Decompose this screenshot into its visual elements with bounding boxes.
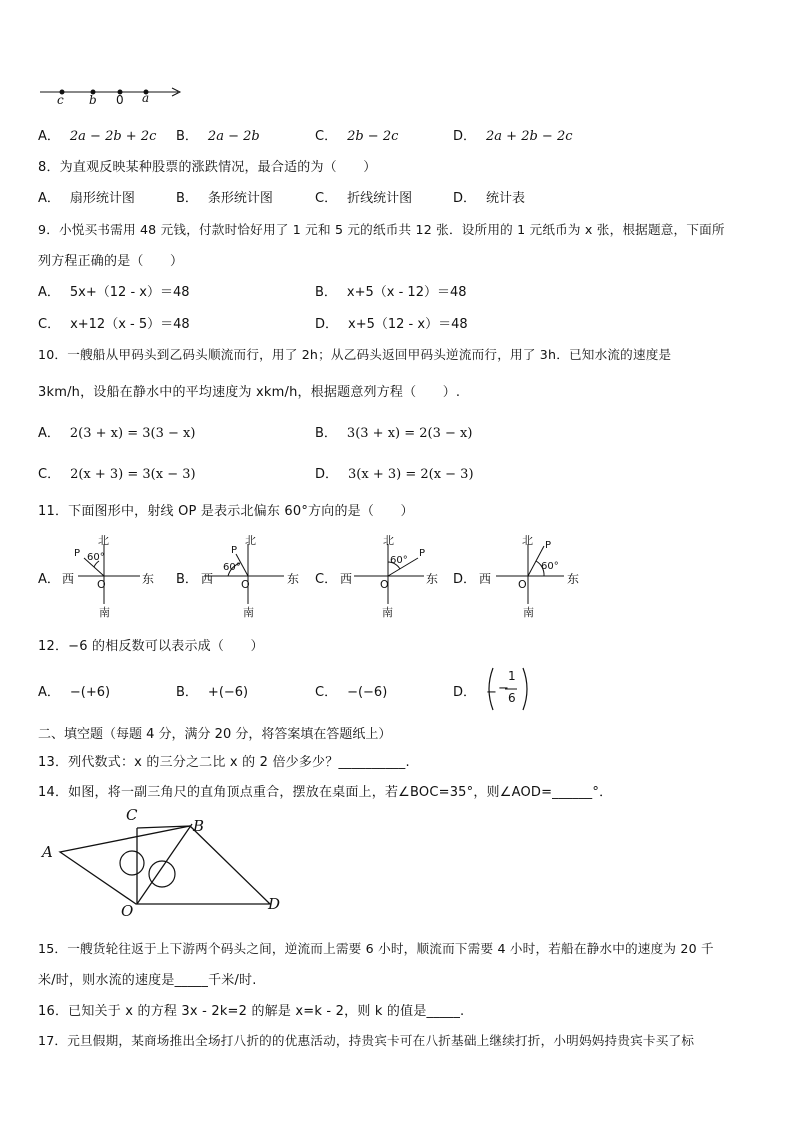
q11-a-east: 东: [142, 572, 155, 586]
q12-d-frac-sign: −: [498, 681, 509, 696]
q12-option-b[interactable]: B． +(−6): [176, 685, 249, 700]
q14-label-o: O: [121, 902, 134, 920]
q7-option-d[interactable]: D． 2a + 2b − 2c: [453, 129, 573, 144]
q11-option-a[interactable]: A．: [38, 572, 60, 587]
q11-d-west: 西: [479, 572, 492, 586]
q11-c-point: P: [419, 548, 426, 559]
q11-c-north: 北: [383, 534, 394, 547]
q8-stem: 8．为直观反映某种股票的涨跌情况，最合适的为（ ）: [38, 160, 377, 175]
q11-b-west: 西: [201, 572, 214, 586]
q7-option-c[interactable]: C． 2b − 2c: [315, 129, 399, 144]
q14-label-b: B: [193, 817, 205, 835]
q11-d-point: P: [545, 540, 552, 551]
q11-d-south: 南: [523, 606, 534, 619]
q12-option-a[interactable]: A． −(+6): [38, 685, 111, 700]
q14-text: 14．如图，将一副三角尺的直角顶点重合，摆放在桌面上，若∠BOC=35°，则∠AOD=______°．: [38, 785, 613, 800]
q10-option-d[interactable]: D． 3(x + 3) = 2(x − 3): [315, 467, 474, 482]
q14-label-c: C: [126, 806, 138, 824]
q12-option-d[interactable]: D． −: [453, 685, 497, 700]
q15-line2: 米/时，则水流的速度是_____千米/时.: [38, 973, 257, 988]
q11-option-b[interactable]: B．: [176, 572, 198, 587]
q11-d-east: 东: [567, 572, 580, 586]
q11-b-point: P: [231, 545, 238, 556]
q11-b-north: 北: [245, 534, 256, 547]
numberline-label-a: a: [142, 91, 150, 105]
q11-b-south: 南: [243, 606, 254, 619]
q12-d-frac-num: 1: [508, 669, 516, 683]
q9-stem-line1: 9．小悦买书需用 48 元钱，付款时恰好用了 1 元和 5 元的纸币共 12 张．设所用的 1 元纸币为 x 张，根据题意，下面所: [38, 222, 725, 237]
q11-a-point: P: [74, 548, 81, 559]
q8-option-b[interactable]: B． 条形统计图: [176, 191, 273, 206]
q11-b-origin: O: [241, 578, 250, 591]
numberline-label-b: b: [89, 93, 97, 107]
q9-stem-line2: 列方程正确的是（ ）: [38, 254, 184, 269]
q11-option-c[interactable]: C．: [315, 572, 338, 587]
q11-c-east: 东: [426, 572, 439, 586]
q9-option-c[interactable]: C． x+12（x - 5）＝48: [38, 317, 190, 332]
q11-d-angle: 60°: [541, 561, 559, 572]
q11-d-origin: O: [518, 578, 527, 591]
q14-label-a: A: [42, 843, 53, 861]
q11-b-angle: 60°: [223, 562, 241, 573]
q11-c-angle: 60°: [390, 555, 408, 566]
q8-option-d[interactable]: D． 统计表: [453, 191, 526, 206]
q11-c-west: 西: [340, 572, 353, 586]
q9-option-b[interactable]: B． x+5（x - 12）＝48: [315, 285, 467, 300]
numberline-label-0: 0: [116, 93, 124, 107]
q12-option-c[interactable]: C． −(−6): [315, 685, 388, 700]
q10-stem-line2: 3km/h，设船在静水中的平均速度为 xkm/h，根据题意列方程（ ）.: [38, 385, 461, 400]
q13-text: 13．列代数式：x 的三分之二比 x 的 2 倍少多少？__________.: [38, 755, 410, 770]
q11-c-south: 南: [382, 606, 393, 619]
q11-a-west: 西: [62, 572, 75, 586]
q14-triangle-figure: [40, 800, 300, 920]
q9-option-a[interactable]: A． 5x+（12 - x）＝48: [38, 285, 190, 300]
q8-option-a[interactable]: A． 扇形统计图: [38, 191, 135, 206]
q16-text: 16．已知关于 x 的方程 3x - 2k=2 的解是 x=k - 2，则 k 的值是_____.: [38, 1004, 465, 1019]
q11-a-north: 北: [98, 534, 109, 547]
q11-b-east: 东: [287, 572, 300, 586]
q11-d-north: 北: [522, 534, 533, 547]
q17-text: 17．元旦假期，某商场推出全场打八折的的优惠活动，持贵宾卡可在八折基础上继续打折，小明妈妈持贵宾卡买了标: [38, 1033, 695, 1048]
q11-a-angle: 60°: [87, 552, 105, 563]
q9-option-d[interactable]: D． x+5（12 - x）＝48: [315, 317, 468, 332]
q10-option-a[interactable]: A． 2(3 + x) = 3(3 − x): [38, 426, 196, 441]
q11-c-origin: O: [380, 578, 389, 591]
q15-line1: 15．一艘货轮往返于上下游两个码头之间，逆流而上需要 6 小时，顺流而下需要 4 小时，若船在静水中的速度为 20 千: [38, 941, 714, 956]
q10-option-b[interactable]: B． 3(3 + x) = 2(3 − x): [315, 426, 473, 441]
q10-option-c[interactable]: C． 2(x + 3) = 3(x − 3): [38, 467, 196, 482]
q14-label-d: D: [268, 895, 281, 913]
q11-option-d[interactable]: D．: [453, 572, 477, 587]
q12-stem: 12．−6 的相反数可以表示成（ ）: [38, 639, 264, 654]
q12-d-frac-den: 6: [508, 691, 516, 705]
q7-option-a[interactable]: A． 2a − 2b + 2c: [38, 129, 157, 144]
q11-a-south: 南: [99, 606, 110, 619]
q10-stem-line1: 10．一艘船从甲码头到乙码头顺流而行，用了 2h；从乙码头返回甲码头逆流而行，用了 3h．已知水流的速度是: [38, 347, 672, 362]
q11-stem: 11．下面图形中，射线 OP 是表示北偏东 60°方向的是（ ）: [38, 504, 414, 519]
q11-a-origin: O: [97, 578, 106, 591]
section-fill-in-heading: 二、填空题（每题 4 分，满分 20 分，将答案填在答题纸上）: [38, 727, 392, 742]
numberline-label-c: c: [57, 93, 64, 107]
q7-option-b[interactable]: B． 2a − 2b: [176, 129, 260, 144]
q8-option-c[interactable]: C． 折线统计图: [315, 191, 413, 206]
